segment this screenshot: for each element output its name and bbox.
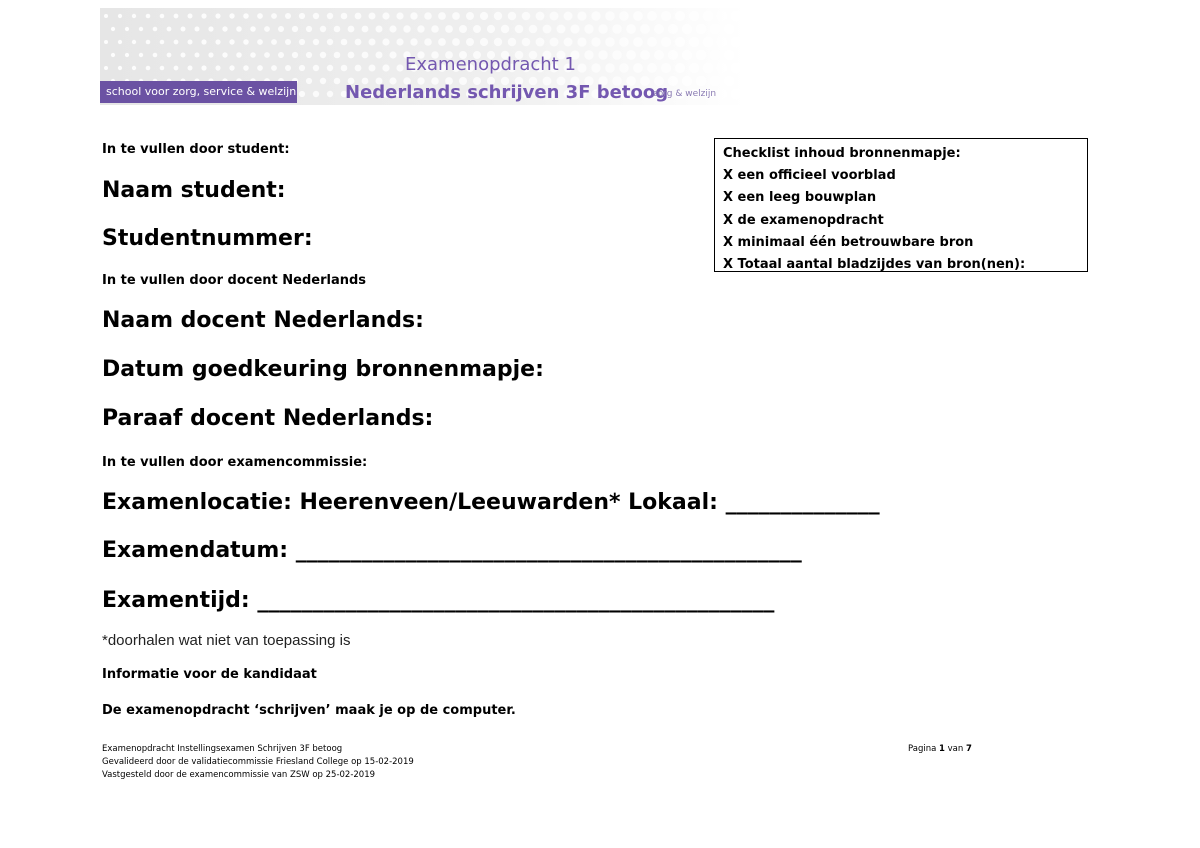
decorative-dot <box>299 39 305 45</box>
decorative-dot <box>696 24 707 35</box>
decorative-dot <box>731 63 742 74</box>
decorative-dot <box>696 76 707 87</box>
decorative-dot <box>577 11 586 20</box>
checklist-box <box>714 138 1088 272</box>
decorative-dot <box>564 38 573 47</box>
decorative-dot <box>285 65 291 71</box>
decorative-dot <box>181 27 186 32</box>
decorative-dot <box>369 39 376 46</box>
footer-line: Vastgesteld door de examencommissie van ZSW op 25-02-2019 <box>102 770 376 780</box>
approval-date-label: Datum goedkeuring bronnenmapje: <box>102 357 544 382</box>
page-number <box>908 743 972 756</box>
decorative-dot <box>424 38 432 46</box>
student-section-heading: In te vullen door student: <box>102 142 290 157</box>
decorative-dot <box>570 24 579 33</box>
decorative-dot <box>494 12 502 20</box>
decorative-dot <box>320 26 326 32</box>
decorative-dot <box>362 52 369 59</box>
decorative-dot <box>111 27 115 31</box>
decorative-dot <box>250 26 256 32</box>
decorative-dot <box>668 76 678 86</box>
checklist-title: Checklist inhoud bronnenmapje: <box>723 146 961 161</box>
checklist-item: X Totaal aantal bladzijdes van bron(nen): <box>723 256 1026 272</box>
decorative-dot <box>243 13 249 19</box>
decorative-dot <box>334 52 341 59</box>
decorative-dot <box>675 37 685 47</box>
decorative-dot <box>118 66 122 70</box>
decorative-dot <box>376 26 383 33</box>
student-name-label: Naam student: <box>102 178 286 203</box>
document-subtitle: Nederlands schrijven 3F betoog <box>345 82 669 103</box>
decorative-dot <box>640 24 650 34</box>
decorative-dot <box>257 65 263 71</box>
decorative-dot <box>661 11 671 21</box>
decorative-dot <box>612 24 622 34</box>
decorative-dot <box>724 50 735 61</box>
decorative-dot <box>278 26 284 32</box>
decorative-dot <box>675 11 685 21</box>
decorative-dot <box>243 65 249 71</box>
decorative-dot <box>557 25 566 34</box>
decorative-dot <box>188 66 193 71</box>
decorative-dot <box>236 52 242 58</box>
decorative-dot <box>313 65 319 71</box>
decorative-dot <box>689 37 699 47</box>
decorative-dot <box>703 37 714 48</box>
decorative-dot <box>501 25 509 33</box>
committee-section-heading: In te vullen door examencommissie: <box>102 455 368 470</box>
decorative-dot <box>647 11 657 21</box>
decorative-dot <box>334 78 341 85</box>
decorative-dot <box>369 65 376 72</box>
decorative-dot <box>132 66 136 70</box>
decorative-dot <box>438 38 446 46</box>
decorative-dot <box>598 50 607 59</box>
decorative-dot <box>215 65 220 70</box>
decorative-dot <box>696 50 707 61</box>
decorative-dot <box>299 65 305 71</box>
decorative-dot <box>369 13 376 20</box>
decorative-dot <box>195 27 200 32</box>
decorative-dot <box>598 24 607 33</box>
decorative-dot <box>334 26 341 33</box>
decorative-dot <box>327 65 333 71</box>
decorative-dot <box>125 53 129 57</box>
decorative-dot <box>438 12 446 20</box>
decorative-dot <box>341 13 348 20</box>
decorative-dot <box>494 38 502 46</box>
decorative-dot <box>550 38 559 47</box>
decorative-dot <box>633 63 643 73</box>
decorative-dot <box>619 37 629 47</box>
decorative-dot <box>313 39 319 45</box>
decorative-dot <box>647 37 657 47</box>
decorative-dot <box>389 51 396 58</box>
decorative-dot <box>717 11 728 22</box>
document-title: Examenopdracht 1 <box>405 54 576 75</box>
decorative-dot <box>710 24 721 35</box>
decorative-dot <box>146 66 151 71</box>
decorative-dot <box>362 26 369 33</box>
decorative-dot <box>661 63 671 73</box>
decorative-dot <box>396 64 403 71</box>
decorative-dot <box>668 50 678 60</box>
decorative-dot <box>132 14 136 18</box>
decorative-dot <box>445 25 453 33</box>
decorative-dot <box>633 11 643 21</box>
decorative-dot <box>104 40 108 44</box>
school-label: school voor zorg, service & welzijn <box>100 81 297 103</box>
decorative-dot <box>271 39 277 45</box>
decorative-dot <box>480 38 488 46</box>
decorative-dot <box>299 13 305 19</box>
decorative-dot <box>118 40 122 44</box>
decorative-dot <box>403 25 410 32</box>
decorative-dot <box>118 14 122 18</box>
decorative-dot <box>348 26 355 33</box>
checklist-item: X een leeg bouwplan <box>723 189 877 205</box>
decorative-dot <box>292 26 298 32</box>
decorative-dot <box>320 78 326 84</box>
decorative-dot <box>487 25 495 33</box>
decorative-dot <box>724 24 735 35</box>
decorative-dot <box>431 25 439 33</box>
decorative-dot <box>382 64 389 71</box>
decorative-dot <box>104 66 108 70</box>
footer-line: Gevalideerd door de validatiecommissie Friesland College op 15-02-2019 <box>102 757 414 767</box>
decorative-dot <box>306 52 312 58</box>
decorative-dot <box>626 24 636 34</box>
decorative-dot <box>731 37 742 48</box>
decorative-dot <box>229 39 234 44</box>
decorative-dot <box>306 26 312 32</box>
decorative-dot <box>299 91 305 97</box>
decorative-dot <box>174 66 179 71</box>
decorative-dot <box>466 38 474 46</box>
decorative-dot <box>153 27 158 32</box>
checklist-item: X de examenopdracht <box>723 212 884 228</box>
decorative-dot <box>577 37 586 46</box>
decorative-dot <box>577 63 586 72</box>
decorative-dot <box>452 12 460 20</box>
decorative-dot <box>550 12 559 21</box>
decorative-dot <box>717 89 728 100</box>
decorative-dot <box>257 39 263 45</box>
footer-line: Examenopdracht Instellingsexamen Schrijven 3F betoog <box>102 744 343 754</box>
header-banner <box>100 8 745 105</box>
decorative-dot <box>654 50 664 60</box>
teacher-section-heading: In te vullen door docent Nederlands <box>102 273 367 288</box>
decorative-dot <box>710 76 721 87</box>
decorative-dot <box>619 63 629 73</box>
decorative-dot <box>160 14 165 19</box>
decorative-dot <box>417 25 424 32</box>
decorative-dot <box>536 12 545 21</box>
checklist-item: X een officieel voorblad <box>723 167 896 183</box>
page-prefix: Pagina <box>908 744 940 754</box>
decorative-dot <box>201 39 206 44</box>
decorative-dot <box>215 13 220 18</box>
decorative-dot <box>188 14 193 19</box>
decorative-dot <box>278 52 284 58</box>
decorative-dot <box>731 11 742 22</box>
decorative-dot <box>591 37 600 46</box>
decorative-dot <box>508 12 516 20</box>
decorative-dot <box>480 12 488 20</box>
decorative-dot <box>229 13 234 18</box>
decorative-dot <box>584 24 593 33</box>
decorative-dot <box>710 50 721 61</box>
decorative-dot <box>111 53 115 57</box>
decorative-dot <box>201 65 206 70</box>
decorative-dot <box>515 25 524 34</box>
strike-through-note: *doorhalen wat niet van toepassing is <box>102 632 351 649</box>
decorative-dot <box>633 37 643 47</box>
decorative-dot <box>703 63 714 74</box>
page-current: 1 <box>939 744 945 754</box>
decorative-dot <box>452 38 460 46</box>
decorative-dot <box>167 27 172 32</box>
decorative-dot <box>355 65 362 72</box>
decorative-dot <box>564 12 573 21</box>
decorative-dot <box>661 37 671 47</box>
decorative-dot <box>139 27 143 31</box>
decorative-dot <box>229 65 234 70</box>
page-total: 7 <box>965 744 972 754</box>
decorative-dot <box>341 39 348 46</box>
decorative-dot <box>285 39 291 45</box>
decorative-dot <box>160 66 165 71</box>
decorative-dot <box>132 40 136 44</box>
decorative-dot <box>327 39 333 45</box>
decorative-dot <box>640 50 650 60</box>
decorative-dot <box>382 38 389 45</box>
decorative-dot <box>689 11 699 21</box>
candidate-info-text: De examenopdracht ‘schrijven’ maak je op de computer. <box>102 703 516 718</box>
decorative-dot <box>174 40 179 45</box>
decorative-dot <box>410 12 417 19</box>
decorative-dot <box>222 26 227 31</box>
decorative-dot <box>306 78 312 84</box>
decorative-dot <box>508 38 516 46</box>
decorative-dot <box>605 63 615 73</box>
decorative-dot <box>689 63 699 73</box>
decorative-dot <box>271 65 277 71</box>
decorative-dot <box>188 40 193 45</box>
decorative-dot <box>703 11 714 22</box>
decorative-dot <box>682 76 692 86</box>
decorative-dot <box>201 13 206 18</box>
decorative-dot <box>264 52 270 58</box>
exam-time-field: Examentijd: _______________________________________________ <box>102 588 775 613</box>
decorative-dot <box>355 39 362 46</box>
decorative-dot <box>424 12 432 20</box>
decorative-dot <box>382 12 389 19</box>
decorative-dot <box>264 26 270 32</box>
decorative-dot <box>104 14 108 18</box>
decorative-dot <box>522 38 531 47</box>
decorative-dot <box>466 12 474 20</box>
decorative-dot <box>591 63 600 72</box>
exam-location-field: Examenlocatie: Heerenveen/Leeuwarden* Lokaal: ______________ <box>102 490 880 515</box>
decorative-dot <box>320 52 326 58</box>
decorative-dot <box>146 40 151 45</box>
decorative-dot <box>250 52 256 58</box>
decorative-dot <box>591 11 600 20</box>
decorative-dot <box>215 39 220 44</box>
decorative-dot <box>731 89 742 100</box>
decorative-dot <box>181 53 186 58</box>
decorative-dot <box>682 24 692 34</box>
decorative-dot <box>257 13 263 19</box>
decorative-dot <box>236 26 242 32</box>
decorative-dot <box>724 76 735 87</box>
exam-date-field: Examendatum: ______________________________________________ <box>102 538 802 563</box>
decorative-dot <box>619 11 629 21</box>
decorative-dot <box>327 13 333 19</box>
teacher-initials-label: Paraaf docent Nederlands: <box>102 406 434 431</box>
decorative-dot <box>668 24 678 34</box>
decorative-dot <box>355 13 362 20</box>
decorative-dot <box>125 27 129 31</box>
decorative-dot <box>522 12 531 21</box>
decorative-dot <box>612 50 622 60</box>
tagline: zorg & welzijn <box>653 89 717 99</box>
decorative-dot <box>174 14 179 19</box>
decorative-dot <box>396 38 403 45</box>
decorative-dot <box>410 38 417 45</box>
decorative-dot <box>160 40 165 45</box>
decorative-dot <box>292 52 298 58</box>
decorative-dot <box>348 52 355 59</box>
decorative-dot <box>536 38 545 47</box>
decorative-dot <box>139 53 143 57</box>
decorative-dot <box>605 37 615 47</box>
student-number-label: Studentnummer: <box>102 226 313 251</box>
decorative-dot <box>285 13 291 19</box>
decorative-dot <box>389 25 396 32</box>
decorative-dot <box>626 50 636 60</box>
decorative-dot <box>341 65 348 72</box>
checklist-item: X minimaal één betrouwbare bron <box>723 234 974 250</box>
decorative-dot <box>543 25 552 34</box>
decorative-dot <box>146 14 151 19</box>
decorative-dot <box>459 25 467 33</box>
decorative-dot <box>271 13 277 19</box>
decorative-dot <box>529 25 538 34</box>
decorative-dot <box>208 26 213 31</box>
decorative-dot <box>396 12 403 19</box>
decorative-dot <box>717 37 728 48</box>
decorative-dot <box>208 52 213 57</box>
footer-info <box>102 743 414 782</box>
decorative-dot <box>313 13 319 19</box>
decorative-dot <box>313 91 319 97</box>
decorative-dot <box>195 53 200 58</box>
decorative-dot <box>605 11 615 21</box>
decorative-dot <box>243 39 249 45</box>
decorative-dot <box>654 24 664 34</box>
decorative-dot <box>167 53 172 58</box>
decorative-dot <box>682 50 692 60</box>
decorative-dot <box>647 63 657 73</box>
decorative-dot <box>473 25 481 33</box>
decorative-dot <box>376 52 383 59</box>
candidate-info-heading: Informatie voor de kandidaat <box>102 667 317 682</box>
decorative-dot <box>327 91 333 97</box>
decorative-dot <box>153 53 158 58</box>
decorative-dot <box>222 52 227 57</box>
decorative-dot <box>584 50 593 59</box>
decorative-dot <box>717 63 728 74</box>
teacher-name-label: Naam docent Nederlands: <box>102 308 424 333</box>
page-middle: van <box>944 744 966 754</box>
decorative-dot <box>675 63 685 73</box>
